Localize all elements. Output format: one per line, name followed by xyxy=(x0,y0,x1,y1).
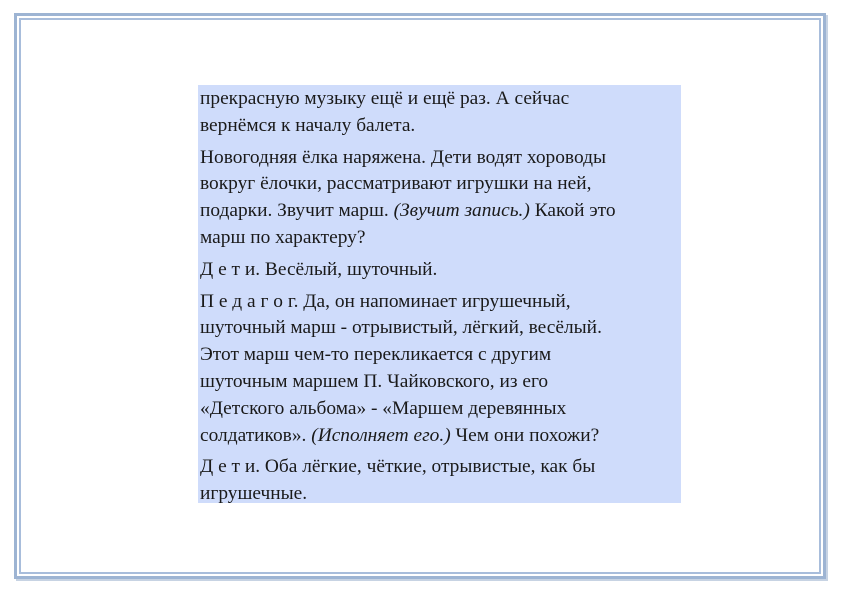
paragraph-2-text-after: Какой это марш по характеру? xyxy=(200,200,616,248)
paragraph-3-text: Весёлый, шуточный. xyxy=(260,258,438,280)
paragraph-5 xyxy=(200,454,681,508)
paragraph-4-stage-direction: (Исполняет его.) xyxy=(311,424,451,446)
paragraph-5-text: Оба лёгкие, чёткие, отрывистые, как бы игрушечные. xyxy=(200,456,596,505)
paragraph-4-text-before: Да, он напоминает игрушечный, шуточный марш - отрывистый, лёгкий, весёлый. Этот марш чем-то перекликается с другим шуточным маршем П. Чайковского, из его «Детского альбома» - «Маршем деревянных солдатиков». xyxy=(200,290,602,446)
paragraph-2-stage-direction: (Звучит запись.) xyxy=(393,200,530,222)
paragraph-3 xyxy=(200,257,681,284)
paragraph-4 xyxy=(200,289,681,450)
paragraph-2 xyxy=(200,145,681,252)
paragraph-3-speaker: Д е т и. xyxy=(200,258,261,280)
paragraph-1 xyxy=(200,86,681,140)
paragraph-5-speaker: Д е т и. xyxy=(200,456,261,478)
paragraph-4-text-after: Чем они похожи? xyxy=(450,424,600,446)
paragraph-2-text-before: Новогодняя ёлка наряжена. Дети водят хороводы вокруг ёлочки, рассматривают игрушки на ней, подарки. Звучит марш. xyxy=(200,146,606,222)
paragraph-1-text: прекрасную музыку ещё и ещё раз. А сейчас вернёмся к началу балета. xyxy=(200,88,570,136)
text-box xyxy=(198,85,681,503)
paragraph-4-speaker: П е д а г о г. xyxy=(200,290,299,312)
